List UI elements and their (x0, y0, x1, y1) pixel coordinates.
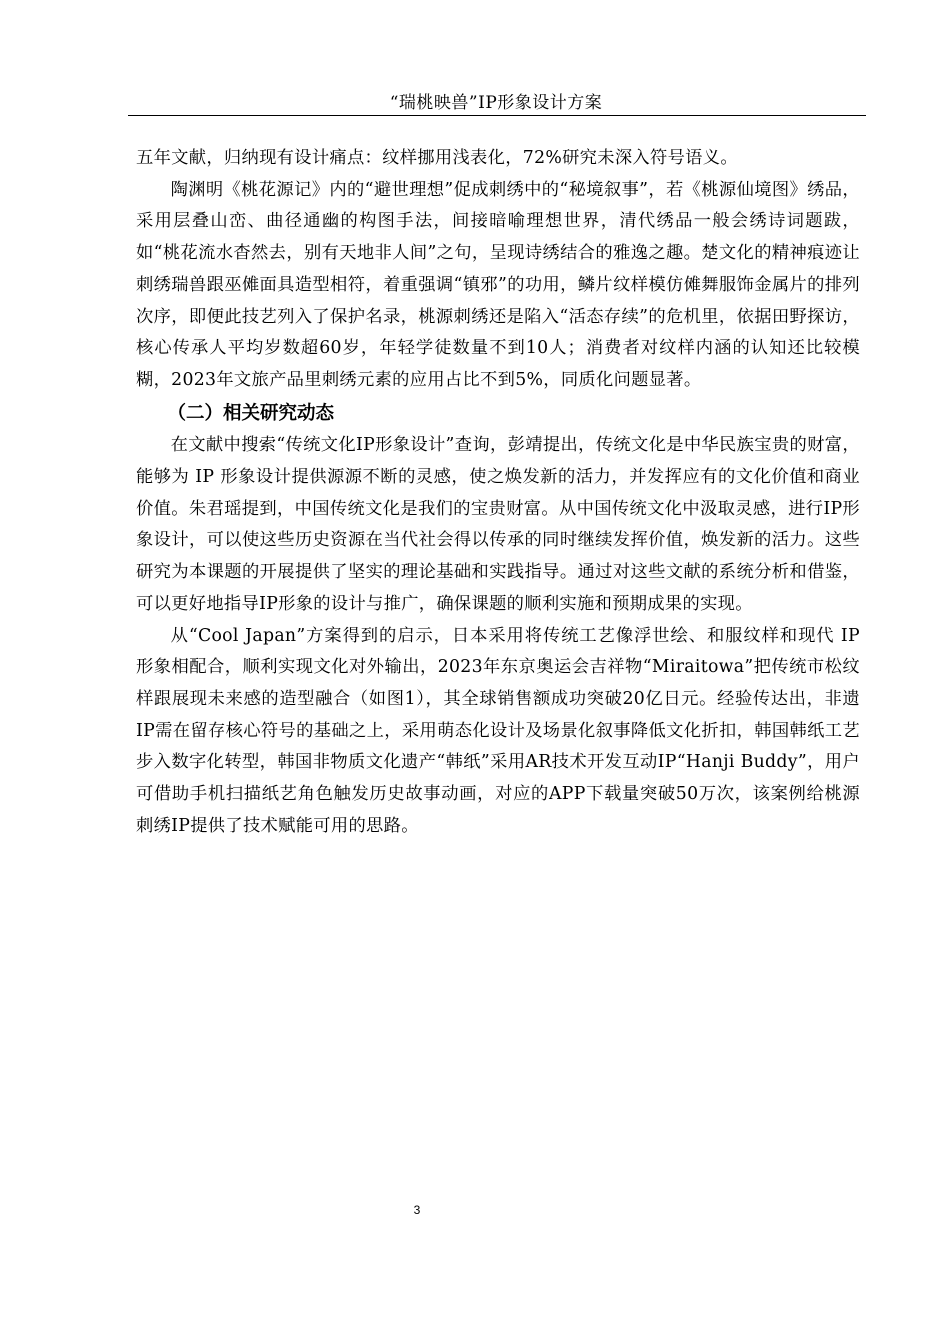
page-number: 3 (413, 1203, 421, 1217)
paragraph-continued: 五年文献，归纳现有设计痛点：纹样挪用浅表化，72%研究未深入符号语义。 (136, 148, 738, 168)
paragraph-international-cases: 从“Cool Japan”方案得到的启示，日本采用将传统工艺像浮世绘、和服纹样和现代 IP 形象相配合，顺利实现文化对外输出，2023年东京奥运会吉祥物“Miraitowa”把传统市松纹样跟展现未来感的造型融合（如图1），其全球销售额成功突破20亿日元。经验传达出，非遗IP需在留存核心符号的基础之上，采用萌态化设计及场景化叙事降低文化折扣，韩国韩纸工艺步入数字化转型，韩国非物质文化遗产“韩纸”采用AR技术开发互动IP“Hanji Buddy”，用户可借助手机扫描纸艺角色触发历史故事动画，对应的APP下载量突破50万次，该案例给桃源刺绣IP提供了技术赋能可用的思路。 (136, 625, 860, 836)
running-header-title: “瑞桃映兽”IP形象设计方案 (389, 93, 603, 113)
paragraph-taohua-culture: 陶渊明《桃花源记》内的“避世理想”促成刺绣中的“秘境叙事”，若《桃源仙境图》绣品，采用层叠山峦、曲径通幽的构图手法，间接暗喻理想世界，清代绣品一般会绣诗词题跋，如“桃花流水杳然去，别有天地非人间”之句，呈现诗绣结合的雅逸之趣。楚文化的精神痕迹让刺绣瑞兽跟巫傩面具造型相符，着重强调“镇邪”的功用，鳞片纹样模仿傩舞服饰金属片的排列次序，即便此技艺列入了保护名录，桃源刺绣还是陷入“活态存续”的危机里，依据田野探访，核心传承人平均岁数超60岁，年轻学徒数量不到10人；消费者对纹样内涵的认知还比较模糊，2023年文旅产品里刺绣元素的应用占比不到5%，同质化问题显著。 (136, 179, 860, 390)
header-divider (128, 115, 866, 116)
section-heading-related-research: （二）相关研究动态 (167, 402, 334, 424)
paragraph-literature-review: 在文献中搜索“传统文化IP形象设计”查询，彭靖提出，传统文化是中华民族宝贵的财富，能够为 IP 形象设计提供源源不断的灵感，使之焕发新的活力，并发挥应有的文化价值和商业价值。朱君瑶提到，中国传统文化是我们的宝贵财富。从中国传统文化中汲取灵感，进行IP形象设计，可以使这些历史资源在当代社会得以传承的同时继续发挥价值，焕发新的活力。这些研究为本课题的开展提供了坚实的理论基础和实践指导。通过对这些文献的系统分析和借鉴，可以更好地指导IP形象的设计与推广，确保课题的顺利实施和预期成果的实现。 (136, 435, 860, 614)
body-text (136, 143, 860, 842)
